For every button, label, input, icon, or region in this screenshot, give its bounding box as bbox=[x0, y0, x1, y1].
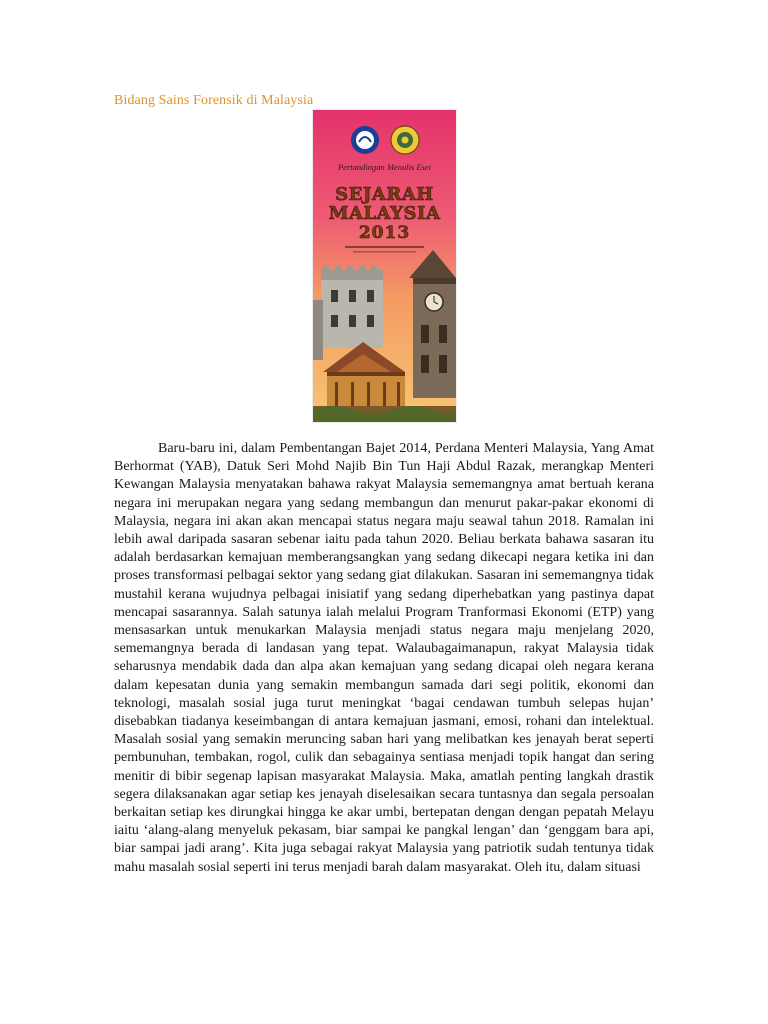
cover-title-line2: MALAYSIA bbox=[328, 203, 441, 224]
clock-tower-graphic bbox=[409, 250, 456, 398]
university-seal bbox=[391, 126, 419, 154]
cover-image bbox=[313, 110, 456, 422]
fort-building-graphic bbox=[313, 265, 383, 360]
document-title: Bidang Sains Forensik di Malaysia bbox=[114, 93, 314, 108]
ministry-logo bbox=[351, 126, 379, 154]
body-paragraph: Baru-baru ini, dalam Pembentangan Bajet 2014, Perdana Menteri Malaysia, Yang Amat Berhormat (YAB), Datuk Seri Mohd Najib Bin Tun Haji Abdul Razak, merangkap Menteri Kewangan Malaysia menyatakan bahawa rakyat Malaysia sememangnya amat bertuah kerana negara ini merupakan negara yang sedang membangun dan menurut pakar-pakar ekonomi di Malaysia, negara ini akan akan mencapai status negara maju seawal tahun 2018. Ramalan ini lebih awal daripada sasaran sebenar iaitu pada tahun 2020. Beliau berkata bahawa sasaran itu adalah berdasarkan kemajuan memberangsangkan yang sedang dikecapi negara ketika ini dan proses transformasi pelbagai sektor yang sedang giat dilakukan. Sasaran ini sememangnya tidak mustahil kerana wujudnya pelbagai inisiatif yang sedang diperhebatkan yang pastinya dapat mencapai sasarannya. Salah satunya ialah melalui Program Tranformasi Ekonomi (ETP) yang mensasarkan untuk menukarkan Malaysia menjadi status negara maju menjelang 2020, sememangnya berada di landasan yang tepat. Walaubagaimanapun, rakyat Malaysia tidak seharusnya mendabik dada dan alpa akan kemajuan yang sedang dicapai oleh negara kerana dalam kepesatan dunia yang semakin membangun samada dari segi politik, ekonomi dan teknologi, masalah sosial juga turut meningkat ‘bagai cendawan tumbuh selepas hujan’ disebabkan tiadanya keseimbangan di antara kemajuan jasmani, emosi, rohani dan intelektual. Masalah sosial yang semakin meruncing saban hari yang melibatkan kes jenayah berat seperti pembunuhan, tembakan, rogol, culik dan sebagainya sentiasa menjadi topik hangat dan sering menitir di bibir segenap lapisan masyarakat Malaysia. Maka, amatlah penting langkah drastik segera dilaksanakan agar setiap kes jenayah diselesaikan secara tuntasnya dan segala persoalan berkaitan setiap kes dirungkai hingga ke akar umbi, bertepatan dengan dengan pepatah Melayu iaitu ‘alang-alang menyeluk pekasam, biar sampai ke pangkal lengan’ dan ‘genggam bara api, biar sampai jadi arang’. Kita juga sebagai rakyat Malaysia yang patriotik sudah tentunya tidak mahu masalah sosial seperti ini terus menjadi barah dalam masyarakat. Oleh itu, dalam situasi bbox=[114, 441, 654, 875]
cover-title-line1: SEJARAH bbox=[335, 184, 434, 205]
cover-illustration bbox=[313, 110, 456, 422]
cover-year: 2013 bbox=[358, 223, 411, 243]
cover-subtitle: Pertandingan Menulis Esei bbox=[337, 162, 432, 172]
